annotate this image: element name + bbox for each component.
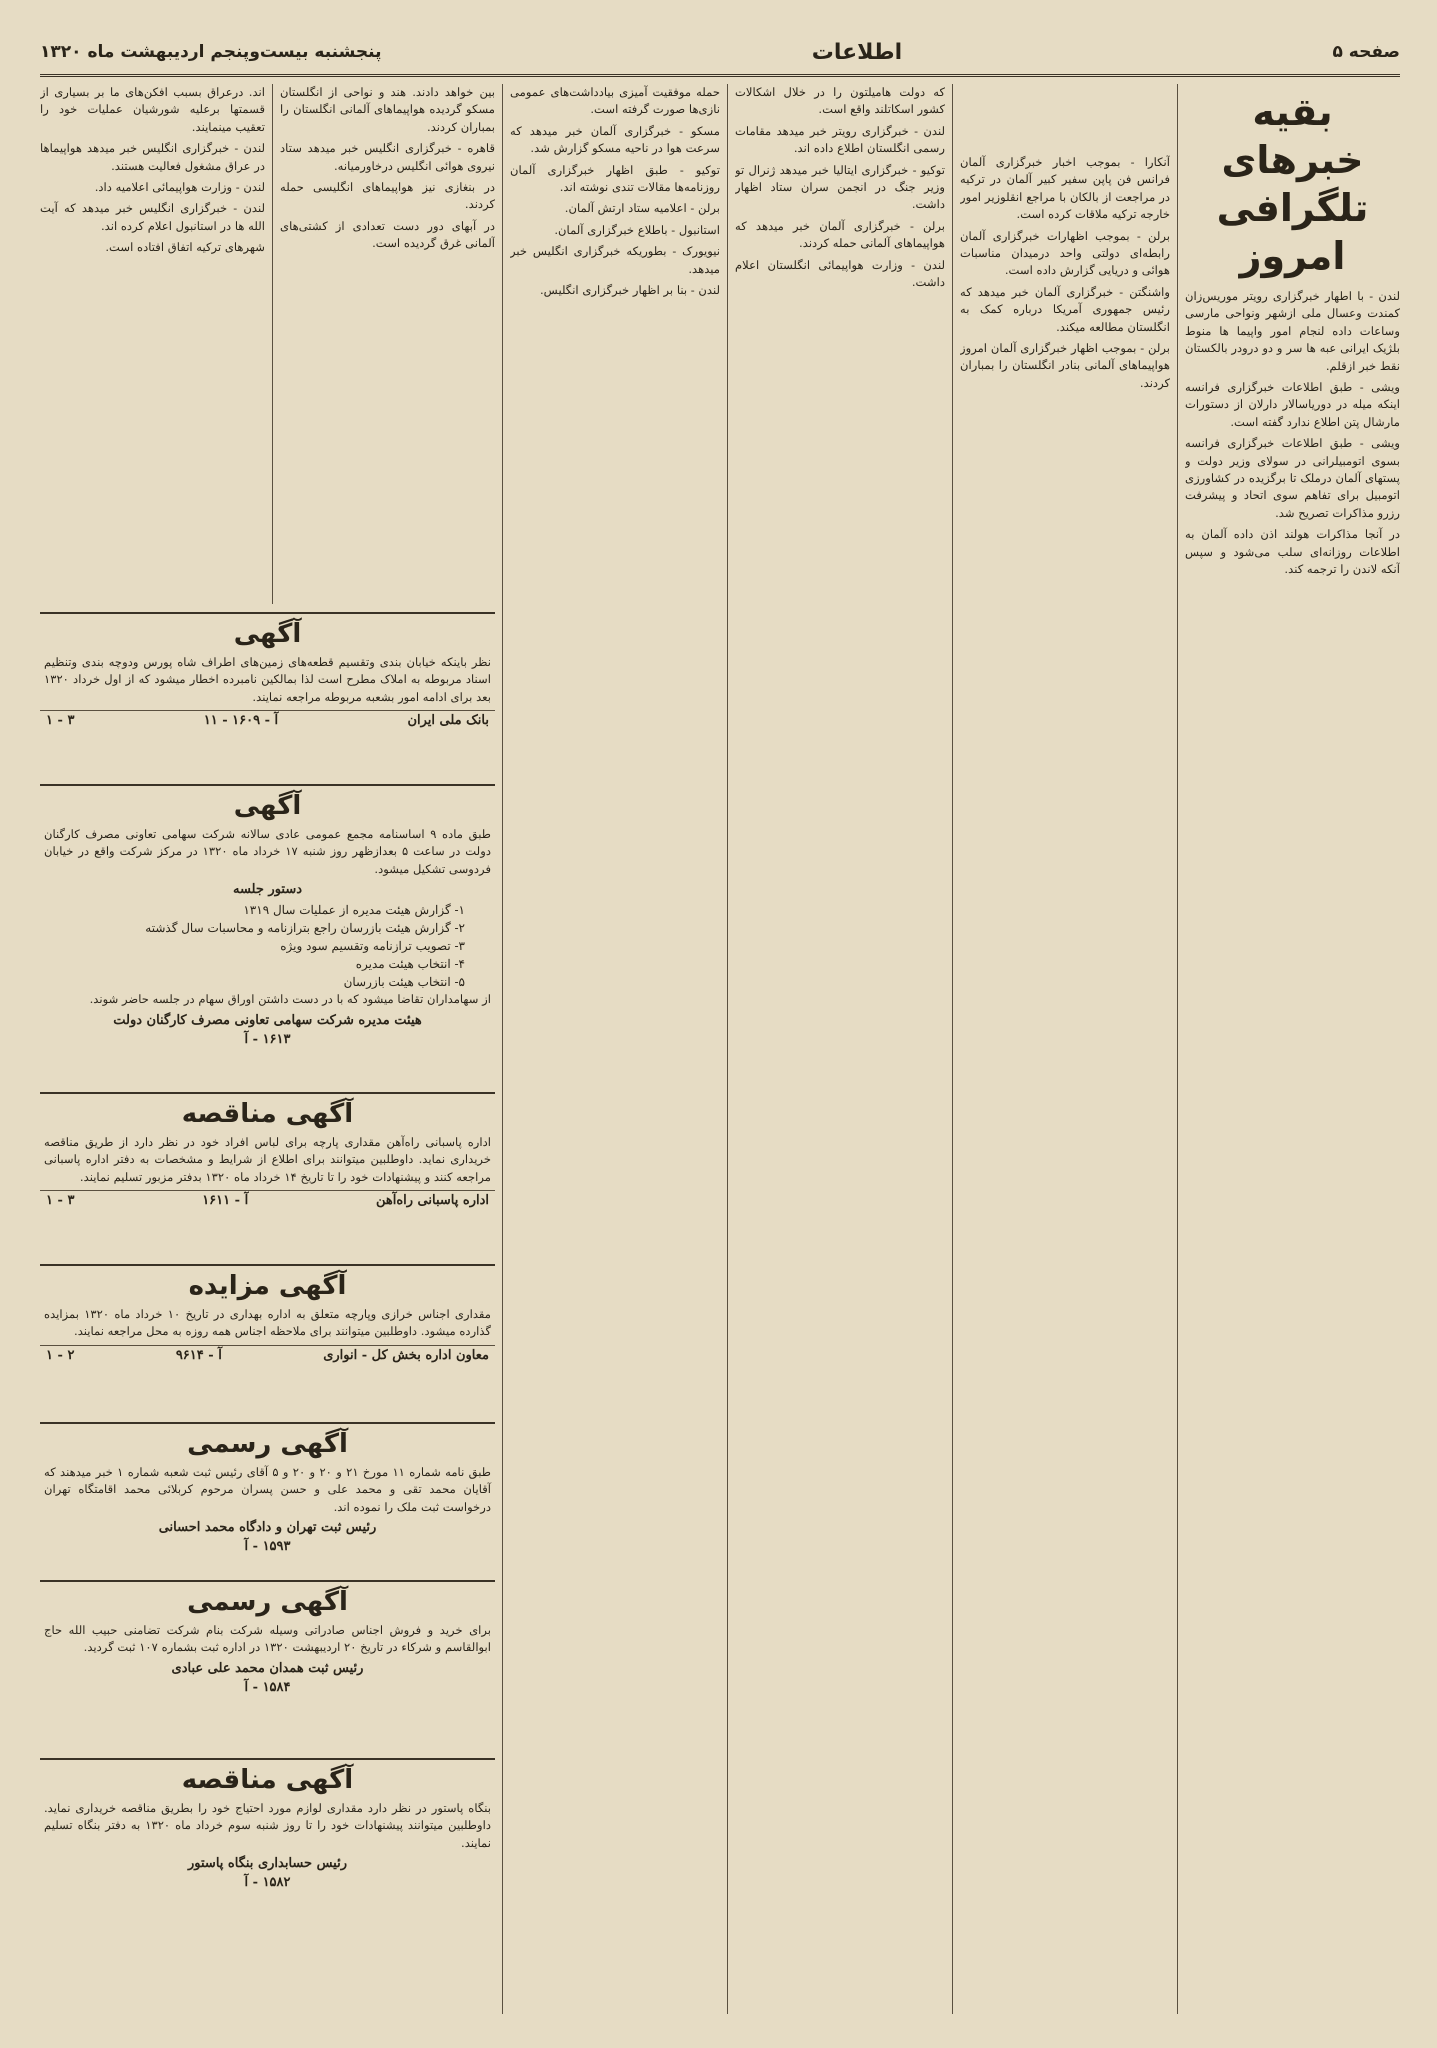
- article: اند. درعراق بسبب افکن‌های ما بر بسیاری از قسمتها برعلیه شورشیان عملیات خود را تعقیب مینمایند.: [40, 85, 265, 134]
- ad-signature: اداره پاسبانی راه‌آهن: [375, 1193, 489, 1209]
- article: بین خواهد دادند. هند و نواحی از انگلستان مسکو گردیده هواپیماهای آلمانی انگلستان را بمباران کردند.: [280, 85, 495, 134]
- article: استانبول - باطلاع خبرگزاری آلمان.: [554, 222, 720, 237]
- article: قاهره - خبرگزاری انگلیس خبر میدهد ستاد نیروی هوائی انگلیس درخاورمیانه.: [280, 141, 495, 173]
- ad-ref: آ - ۱۶۰۹ - ۱۱: [203, 713, 279, 729]
- ad-body: نظر باینکه خیابان بندی وتقسیم قطعه‌های زمین‌های اطراف شاه پورس ودوچه بندی وتنظیم اسناد مربوطه به املاک مطرح است لذا بمالکین نامبرده اخطار میشود که از اول خرداد ۱۳۲۰ بعد برای ادامه امور بشعبه مربوطه مراجعه نمایند.: [44, 655, 491, 704]
- ad-notice-bank: [40, 612, 495, 779]
- article: ویشی - طبق اطلاعات خبرگزاری فرانسه اینکه میله در دوریاسالار دارلان از دستورات مارشال پتن اطلاع ندارد گفته است.: [1185, 380, 1400, 429]
- ad-ref-2: ۲ - ۱: [46, 1347, 75, 1363]
- ad-body: برای خرید و فروش اجناس صادراتی وسیله شرکت بنام شرکت تضامنی حبیب الله حاج ابوالقاسم و شرکاء در تاریخ ۲۰ اردیبهشت ۱۳۲۰ در اداره ثبت بشماره ۱۰۷ ثبت گردید.: [44, 1623, 491, 1655]
- paper-name: اطلاعات: [811, 39, 903, 65]
- ad-signature: رئیس حسابداری بنگاه پاستور: [188, 1856, 347, 1872]
- masthead: [40, 30, 1400, 77]
- agenda-list: [40, 901, 495, 991]
- ad-title: آگهی رسمی: [187, 1587, 348, 1617]
- column-4: [510, 84, 720, 2014]
- article: شهرهای ترکیه اتفاق افتاده است.: [105, 240, 265, 255]
- column-6: [40, 84, 265, 604]
- columns: [40, 84, 1400, 2014]
- ad-ref-2: ۳ - ۱: [46, 713, 75, 729]
- ad-signature: رئیس ثبت همدان محمد علی عبادی: [171, 1660, 364, 1676]
- ad-note: از سهامداران تقاضا میشود که با در دست داشتن اوراق سهام در جلسه حاضر شوند.: [89, 992, 491, 1007]
- ad-signature: رئیس ثبت تهران و دادگاه محمد احسانی: [158, 1520, 377, 1536]
- column-rule: [502, 604, 503, 2014]
- ad-tender-pasteur: [40, 1758, 495, 2010]
- article: حمله موفقیت آمیزی بیادداشت‌های عمومی نازی‌ها صورت گرفته است.: [510, 85, 720, 117]
- ad-ref: ۱۶۱۳ - آ: [244, 1031, 291, 1047]
- ad-footer: [40, 1345, 495, 1365]
- article: برلن - اعلامیه ستاد ارتش آلمان.: [564, 201, 720, 216]
- ad-title: آگهی مناقصه: [181, 1765, 354, 1795]
- ad-body: مقداری اجناس خرازی وپارچه متعلق به اداره بهداری در تاریخ ۱۰ خرداد ماه ۱۳۲۰ بمزایده گذارده میشود. داوطلبین میتوانند برای ملاحظه اجناس همه روزه به محل مراجعه نمایند.: [44, 1307, 491, 1339]
- ad-footer: [40, 1190, 495, 1210]
- article: مسکو - خبرگزاری آلمان خبر میدهد که سرعت هوا در ناحیه مسکو گزارش شد.: [510, 123, 720, 156]
- article: ویشی - طبق اطلاعات خبرگزاری فرانسه بسوی اتومبیلرانی در سولای وزیر دولت و پستهای آلمان درملک تا برگزیده در کشاورزی اتومبیل برای تفاهم سوی اتحاد و پیشرفت رزرو مذاکرات تصریح شد.: [1185, 436, 1400, 520]
- ad-subheading: دستور جلسه: [232, 882, 303, 898]
- ad-ref: آ - ۹۶۱۴: [175, 1347, 222, 1363]
- article: توکیو - خبرگزاری ایتالیا خبر میدهد ژنرال تو وزیر جنگ در انجمن سران ستاد اظهار داشت.: [735, 162, 945, 212]
- ad-title: آگهی: [233, 791, 302, 821]
- article: نیویورک - بطوریکه خبرگزاری انگلیس خبر میدهد.: [510, 244, 720, 276]
- article: توکیو - طبق اظهار خبرگزاری آلمان روزنامه‌ها مقالات تندی نوشته اند.: [510, 162, 720, 195]
- ad-signature: بانک ملی ایران: [407, 713, 489, 729]
- column-2: [960, 154, 1170, 2014]
- agenda-item: ۵- انتخاب هیئت بازرسان: [343, 975, 465, 990]
- article: برلن - بموجب اظهار خبرگزاری آلمان امروز هواپیماهای آلمانی بنادر انگلستان را بمباران کردند.: [960, 341, 1170, 390]
- column-rule: [272, 84, 273, 604]
- ad-ref: ۱۵۸۲ - آ: [244, 1875, 291, 1891]
- ad-body: بنگاه پاستور در نظر دارد مقداری لوازم مورد احتیاج خود را بطریق مناقصه خریداری نماید. داوطلبین میتوانند پیشنهادات خود را تا روز شنبه سوم خرداد ماه ۱۳۲۰ به دفتر بنگاه تسلیم نمایند.: [44, 1801, 491, 1850]
- ad-title: آگهی مناقصه: [181, 1099, 354, 1129]
- column-rule: [952, 84, 953, 2014]
- column-rule: [1177, 84, 1178, 2014]
- ad-title: آگهی رسمی: [187, 1429, 348, 1459]
- page-number: صفحه ۵: [1332, 42, 1400, 62]
- column-1: [1185, 84, 1400, 2014]
- ad-footer: [40, 710, 495, 730]
- article: واشنگتن - خبرگزاری آلمان خبر میدهد که رئیس جمهوری آمریکا درباره کمک به انگلستان مطالعه میکند.: [960, 284, 1170, 334]
- article: آنکارا - بموجب اخبار خبرگزاری آلمان فرانس فن پاپن سفیر کبیر آلمان در ترکیه در مراجعت از بالکان با مراجع انقلوزیر امور خارجه ترکیه ملاقات کرده است.: [960, 155, 1170, 222]
- article: لندن - خبرگزاری رویتر خبر میدهد مقامات رسمی انگلستان اطلاع داده اند.: [735, 123, 945, 156]
- ad-official-2: [40, 1580, 495, 1752]
- column-5: [280, 84, 495, 604]
- ad-official-1: [40, 1422, 495, 1574]
- article: در آبهای دور دست تعدادی از کشتی‌های آلمانی غرق گردیده است.: [280, 218, 495, 251]
- agenda-item: ۲- گزارش هیئت بازرسان راجع بترازنامه و محاسبات سال گذشته: [145, 921, 465, 936]
- article: لندن - با اطهار خبرگزاری رویتر موریس‌زان کمندت وعسال ملی ازشهر ونواحی مارسی وساعات داده لنجام امور واپیما ها منوط بلژیک ایرانی عبه ها سر و دو درودر بالکستان نقط خبر ازقلم.: [1185, 289, 1400, 373]
- article: که دولت هامیلتون را در خلال اشکالات کشور اسکاتلند واقع است.: [735, 85, 945, 117]
- ad-ref-2: ۳ - ۱: [46, 1193, 75, 1209]
- article: در بنغازی نیز هواپیماهای انگلیسی حمله کردند.: [280, 180, 495, 212]
- article: لندن - وزارت هواپیمائی اعلامیه داد.: [94, 180, 265, 195]
- headline: بقیه خبرهای تلگرافی امروز: [1216, 90, 1369, 278]
- ad-ref: ۱۵۸۴ - آ: [244, 1679, 291, 1695]
- agenda-item: ۳- تصویب ترازنامه وتقسیم سود ویژه: [280, 939, 465, 954]
- ad-signature: معاون اداره بخش کل - انواری: [323, 1347, 489, 1363]
- ad-ref: ۱۵۹۳ - آ: [244, 1539, 291, 1555]
- ad-auction: [40, 1264, 495, 1416]
- ad-tender-railway: [40, 1092, 495, 1259]
- column-3: [735, 84, 945, 2014]
- article: لندن - بنا بر اظهار خبرگزاری انگلیس.: [540, 283, 720, 298]
- ad-body: طبق ماده ۹ اساسنامه مجمع عمومی عادی سالانه شرکت سهامی تعاونی مصرف کارگنان دولت در ساعت ۵ بعدازظهر روز شنبه ۱۷ خرداد ماه ۱۳۲۰ در مرکز شرکت واقع در خیابان فردوسی تشکیل میشود.: [44, 827, 491, 876]
- ad-title: آگهی: [233, 619, 302, 649]
- ad-signature: هیئت مدیره شرکت سهامی تعاونی مصرف کارگنان دولت: [113, 1012, 422, 1028]
- article: لندن - خبرگزاری انگلیس خبر میدهد که آیت الله ها در استانبول اعلام کرده اند.: [40, 201, 265, 233]
- column-rule: [727, 84, 728, 2014]
- article: لندن - خبرگزاری انگلیس خبر میدهد هواپیماها در عراق مشغول فعالیت هستند.: [40, 141, 265, 173]
- ad-body: طبق نامه شماره ۱۱ مورخ ۲۱ و ۲۰ و ۲۰ و ۵ آقای رئیس ثبت شعبه شماره ۱ خبر میدهند که آقایان محمد تقی و محمد علی و حسن پسران مرحوم کربلائی محمد اقامتگاه تهران درخواست ثبت ملک را نموده اند.: [44, 1465, 491, 1514]
- article: در آنجا مذاکرات هولند اذن داده آلمان به اطلاعات روزانه‌ای سلب می‌شود و سپس آنکه لاندن را ترجمه کند.: [1185, 527, 1400, 577]
- ad-ref: آ - ۱۶۱۱: [202, 1193, 249, 1209]
- issue-date: پنجشنبه بیست‌وپنجم اردیبهشت ماه ۱۳۲۰: [40, 42, 382, 62]
- article: لندن - وزارت هواپیمائی انگلستان اعلام داشت.: [735, 257, 945, 290]
- article: برلن - خبرگزاری آلمان خبر میدهد که هواپیماهای آلمانی حمله کردند.: [735, 218, 945, 251]
- ad-notice-coop: [40, 784, 495, 1086]
- agenda-item: ۴- انتخاب هیئت مدیره: [355, 957, 465, 972]
- article: برلن - بموجب اظهارات خبرگزاری آلمان رابطه‌ای دولتی واحد درمیدان مناسبات هوائی و دریایی گزارش داده است.: [960, 228, 1170, 278]
- ad-body: اداره پاسبانی راه‌آهن مقداری پارچه برای لباس افراد خود در نظر دارد از طریق مناقصه خریداری نماید. داوطلبین میتوانند برای اطلاع از شرایط و مشخصات به دفتر اداره پاسبانی مراجعه کنند و پیشنهادات خود را تا تاریخ ۱۴ خرداد ماه ۱۳۲۰ بدفتر مزبور تسلیم نمایند.: [44, 1135, 491, 1184]
- newspaper-page: [40, 30, 1400, 2020]
- agenda-item: ۱- گزارش هیئت مدیره از عملیات سال ۱۳۱۹: [243, 903, 465, 918]
- ad-title: آگهی مزایده: [188, 1271, 347, 1301]
